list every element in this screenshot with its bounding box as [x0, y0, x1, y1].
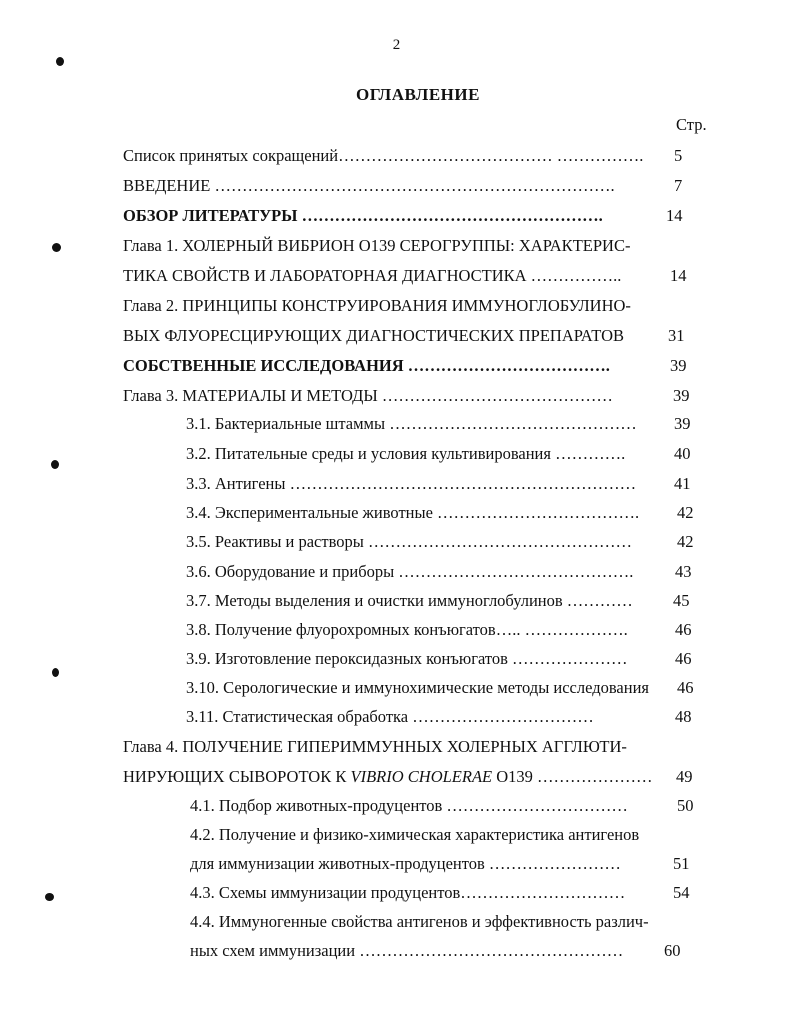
toc-page-4-1: 50	[677, 796, 694, 815]
toc-entry-3-7: 3.7. Методы выделения и очистки иммуноглобулинов …………	[186, 591, 633, 610]
chapter-4-text-after: О139 …………………	[492, 767, 653, 786]
toc-page-3-6: 43	[675, 562, 692, 581]
toc-entry-chapter-2-cont: ВЫХ ФЛУОРЕСЦИРУЮЩИХ ДИАГНОСТИЧЕСКИХ ПРЕПАРАТОВ	[123, 326, 625, 345]
toc-entry-abbreviations: Список принятых сокращений………………………………… …………….	[123, 146, 644, 165]
toc-entry-literature-review: ОБЗОР ЛИТЕРАТУРЫ ……………………………………………….	[123, 206, 603, 225]
toc-entry-3-9: 3.9. Изготовление пероксидазных конъюгатов …………………	[186, 649, 628, 668]
toc-page-3-1: 39	[674, 414, 691, 433]
scan-speck	[51, 460, 59, 469]
scan-speck	[45, 893, 54, 901]
toc-page-3-7: 45	[673, 591, 690, 610]
toc-page-3-8: 46	[675, 620, 692, 639]
chapter-4-text-before: НИРУЮЩИХ СЫВОРОТОК К	[123, 767, 351, 786]
toc-page-introduction: 7	[674, 176, 683, 195]
toc-page-4-4: 60	[664, 941, 681, 960]
toc-entry-3-8: 3.8. Получение флуорохромных конъюгатов….. ……………….	[186, 620, 628, 639]
toc-entry-introduction: ВВЕДЕНИЕ ……………………………………………………………….	[123, 176, 615, 195]
toc-entry-3-4: 3.4. Экспериментальные животные ……………………………….	[186, 503, 640, 522]
toc-page-own-research: 39	[670, 356, 687, 375]
page-number: 2	[392, 37, 401, 53]
toc-entry-3-5: 3.5. Реактивы и растворы …………………………………………	[186, 532, 632, 551]
toc-page-abbreviations: 5	[674, 146, 683, 165]
toc-entry-3-6: 3.6. Оборудование и приборы …………………………………….	[186, 562, 634, 581]
chapter-4-species: VIBRIO CHOLERAE	[350, 767, 493, 786]
toc-entry-4-4-cont: ных схем иммунизации …………………………………………	[190, 941, 624, 960]
toc-entry-chapter-4: Глава 4. ПОЛУЧЕНИЕ ГИПЕРИММУННЫХ ХОЛЕРНЫХ АГГЛЮТИ-	[123, 737, 627, 756]
toc-title: ОГЛАВЛЕНИЕ	[356, 85, 480, 104]
toc-entry-3-2: 3.2. Питательные среды и условия культивирования ………….	[186, 444, 626, 463]
scan-speck	[56, 57, 64, 66]
toc-page-3-9: 46	[675, 649, 692, 668]
toc-page-4-3: 54	[673, 883, 690, 902]
toc-page-3-2: 40	[674, 444, 691, 463]
toc-page-chapter-2: 31	[668, 326, 685, 345]
toc-page-chapter-1: 14	[670, 266, 687, 285]
toc-page-chapter-4: 49	[676, 767, 693, 786]
scan-speck	[52, 668, 59, 677]
page-column-label: Стр.	[676, 115, 707, 134]
toc-entry-3-10: 3.10. Серологические и иммунохимические методы исследования	[186, 678, 650, 697]
toc-page-3-11: 48	[675, 707, 692, 726]
toc-entry-4-1: 4.1. Подбор животных-продуцентов ……………………………	[190, 796, 628, 815]
toc-entry-chapter-4-cont	[123, 767, 653, 787]
toc-entry-chapter-1: Глава 1. ХОЛЕРНЫЙ ВИБРИОН О139 СЕРОГРУППЫ: ХАРАКТЕРИС-	[123, 236, 631, 255]
scan-speck	[52, 243, 61, 252]
toc-page-3-3: 41	[674, 474, 691, 493]
toc-entry-4-2: 4.2. Получение и физико-химическая характеристика антигенов	[190, 825, 640, 844]
toc-entry-chapter-3: Глава 3. МАТЕРИАЛЫ И МЕТОДЫ ……………………………………	[123, 386, 613, 405]
toc-page-literature-review: 14	[666, 206, 683, 225]
toc-page-chapter-3: 39	[673, 386, 690, 405]
toc-entry-3-1: 3.1. Бактериальные штаммы ………………………………………	[186, 414, 637, 433]
toc-entry-chapter-2: Глава 2. ПРИНЦИПЫ КОНСТРУИРОВАНИЯ ИММУНОГЛОБУЛИНО-	[123, 296, 631, 315]
toc-entry-4-3: 4.3. Схемы иммунизации продуцентов…………………………	[190, 883, 626, 902]
toc-entry-4-2-cont: для иммунизации животных-продуцентов ……………………	[190, 854, 621, 873]
toc-entry-own-research: СОБСТВЕННЫЕ ИССЛЕДОВАНИЯ ……………………………….	[123, 356, 610, 375]
toc-entry-3-3: 3.3. Антигены ………………………………………………………	[186, 474, 637, 493]
toc-page-3-10: 46	[677, 678, 694, 697]
toc-page-3-4: 42	[677, 503, 694, 522]
toc-page-4-2: 51	[673, 854, 690, 873]
toc-entry-chapter-1-cont: ТИКА СВОЙСТВ И ЛАБОРАТОРНАЯ ДИАГНОСТИКА ……………..	[123, 266, 622, 285]
toc-entry-3-11: 3.11. Статистическая обработка ……………………………	[186, 707, 594, 726]
toc-page-3-5: 42	[677, 532, 694, 551]
toc-entry-4-4: 4.4. Иммуногенные свойства антигенов и эффективность различ-	[190, 912, 649, 931]
